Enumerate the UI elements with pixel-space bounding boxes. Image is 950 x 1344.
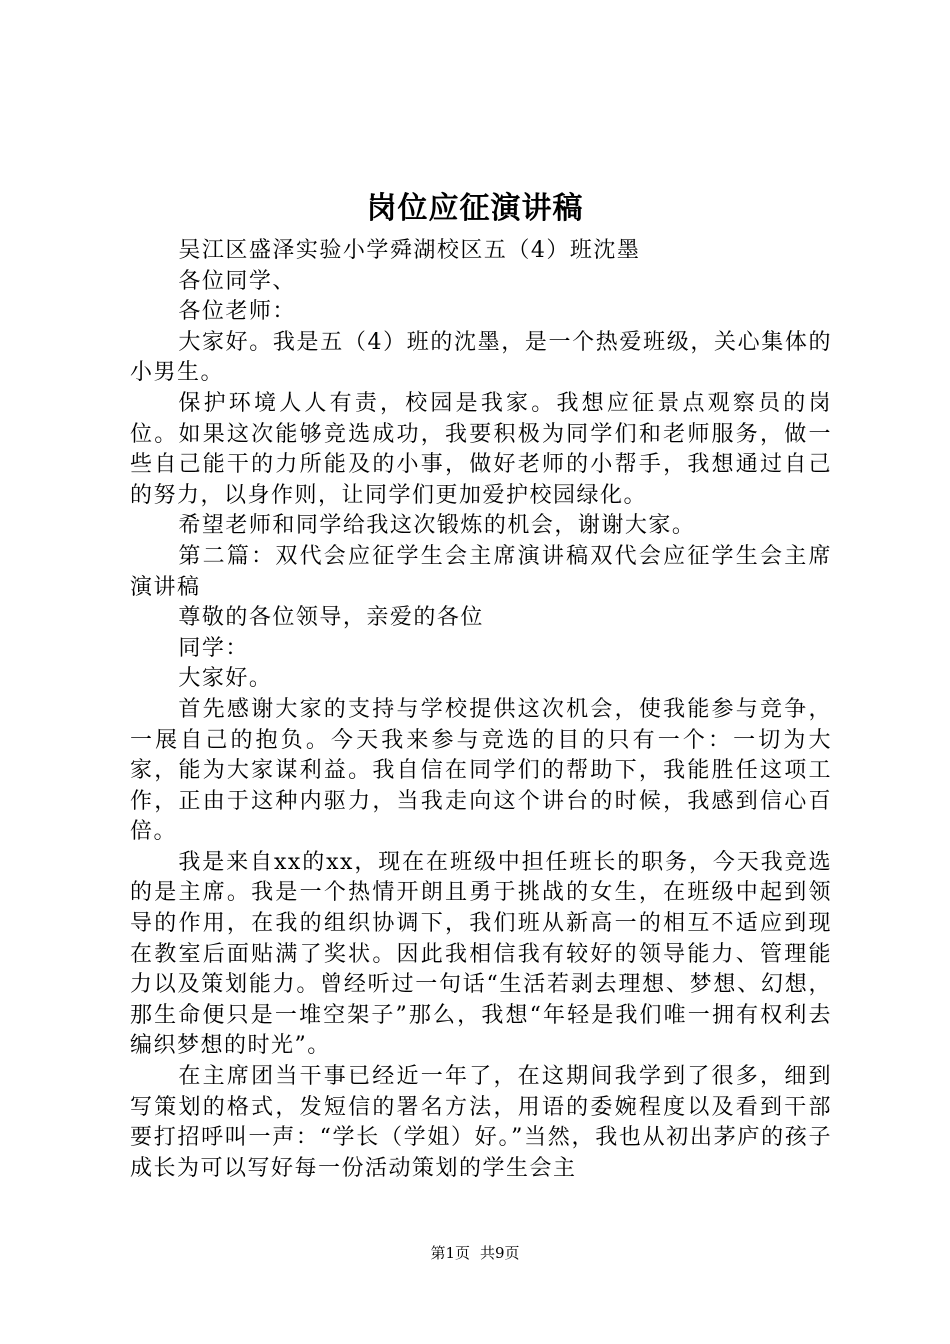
salutation-leaders: 尊敬的各位领导，亲爱的各位 (178, 605, 484, 631)
greeting: 大家好。 (178, 666, 273, 692)
paragraph: 我是来自xx的xx，现在在班级中担任班长的职务，今天我竞选的是主席。我是一个热情开朗且勇于挑战的女生，在班级中起到领导的作用，在我的组织协调下，我们班从新高一的相互不适应到现在教室后面贴满了奖状。因此我相信我有较好的领导能力、管理能力以及策划能力。曾经听过一句话“生活若剥去理想、梦想、幻想，那生命便只是一堆空架子”那么，我想“年轻是我们唯一拥有权利去编织梦想的时光”。 (130, 849, 832, 1059)
paragraph: 大家好。我是五（4）班的沈墨，是一个热爱班级，关心集体的小男生。 (130, 329, 832, 386)
author-line: 吴江区盛泽实验小学舜湖校区五（4）班沈墨 (178, 238, 641, 263)
page-total: 共9页 (480, 1244, 520, 1262)
paragraph: 在主席团当干事已经近一年了，在这期间我学到了很多，细到写策划的格式，发短信的署名方法，用语的委婉程度以及看到干部要打招呼叫一声：“学长（学姐）好。”当然，我也从初出茅庐的孩子成长为可以写好每一份活动策划的学生会主 (130, 1064, 832, 1181)
page-footer (0, 1243, 950, 1263)
document-body (130, 236, 832, 1184)
section-heading: 第二篇：双代会应征学生会主席演讲稿双代会应征学生会主席演讲稿 (130, 543, 832, 600)
document-title: 岗位应征演讲稿 (366, 191, 584, 226)
page-number: 第1页 (430, 1244, 470, 1262)
salutation-classmates: 同学： (178, 635, 249, 661)
paragraph: 希望老师和同学给我这次锻炼的机会，谢谢大家。 (178, 513, 696, 539)
paragraph: 保护环境人人有责，校园是我家。我想应征景点观察员的岗位。如果这次能够竞选成功，我要积极为同学们和老师服务，做一些自己能干的力所能及的小事，做好老师的小帮手，我想通过自己的努力，以身作则，让同学们更加爱护校园绿化。 (130, 390, 832, 508)
paragraph: 首先感谢大家的支持与学校提供这次机会，使我能参与竞争，一展自己的抱负。今天我来参与竞选的目的只有一个：一切为大家，能为大家谋利益。我自信在同学们的帮助下，我能胜任这项工作，正由于这种内驱力，当我走向这个讲台的时候，我感到信心百倍。 (130, 696, 832, 845)
salutation-teachers: 各位老师： (178, 299, 296, 325)
salutation-students: 各位同学、 (178, 268, 296, 294)
